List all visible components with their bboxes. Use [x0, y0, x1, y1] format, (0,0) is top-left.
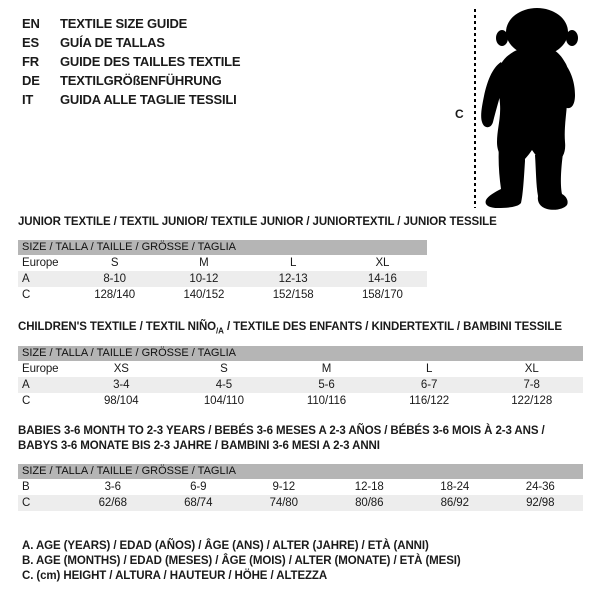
- table-cell: 110/116: [306, 395, 347, 407]
- table-row-height: [18, 495, 583, 511]
- language-code: ES: [22, 35, 39, 50]
- babies-title-line2: BABYS 3-6 MONATE BIS 2-3 JAHRE / BAMBINI 3-6 MESI A 2-3 ANNI: [18, 440, 380, 452]
- legend-notes: [22, 539, 461, 584]
- table-cell: 74/80: [269, 497, 298, 509]
- language-code: EN: [22, 16, 40, 31]
- table-cell: 14-16: [367, 273, 397, 285]
- note-c-height: C. (cm) HEIGHT / ALTURA / HAUTEUR / HÖHE / ALTEZZA: [22, 570, 328, 582]
- size-header-bar: SIZE / TALLA / TAILLE / GRÖSSE / TAGLIA: [18, 464, 583, 479]
- table-cell: 116/122: [409, 395, 450, 407]
- table-cell: 128/140: [94, 289, 136, 301]
- junior-table-title: JUNIOR TEXTILE / TEXTIL JUNIOR/ TEXTILE JUNIOR / JUNIORTEXTIL / JUNIOR TESSILE: [18, 216, 497, 228]
- babies-size-table: [18, 464, 583, 511]
- table-cell: 8-10: [103, 273, 126, 285]
- language-name: GUIDA ALLE TAGLIE TESSILI: [60, 92, 237, 107]
- table-cell: 62/68: [98, 497, 127, 509]
- children-title-post: / TEXTILE DES ENFANTS / KINDERTEXTIL / BAMBINI TESSILE: [223, 321, 562, 333]
- table-row-height: [18, 287, 427, 303]
- language-row-de: [22, 71, 240, 90]
- table-cell: Europe: [22, 363, 59, 375]
- children-title-sub: /A: [216, 326, 224, 336]
- size-header-bar: SIZE / TALLA / TAILLE / GRÖSSE / TAGLIA: [18, 346, 583, 361]
- table-cell: A: [22, 273, 30, 285]
- language-code: IT: [22, 92, 34, 107]
- children-table-title: [18, 320, 562, 338]
- table-cell: 6-9: [190, 481, 207, 493]
- baby-silhouette-icon: [475, 5, 595, 215]
- language-row-en: [22, 14, 240, 33]
- table-cell: 7-8: [523, 379, 540, 391]
- table-cell: XL: [524, 363, 539, 375]
- table-cell: B: [22, 481, 30, 493]
- table-row-europe: [18, 255, 427, 271]
- table-cell: 6-7: [420, 379, 438, 391]
- table-row-height: [18, 393, 583, 409]
- language-name: TEXTILE SIZE GUIDE: [60, 16, 188, 31]
- table-cell: 140/152: [183, 289, 225, 301]
- table-cell: 68/74: [184, 497, 213, 509]
- table-cell: 18-24: [440, 481, 470, 493]
- table-cell: 158/170: [361, 289, 403, 301]
- table-cell: 122/128: [511, 395, 553, 407]
- table-cell: 12-18: [354, 481, 384, 493]
- table-cell: 4-5: [215, 379, 233, 391]
- table-row-age: [18, 377, 583, 393]
- language-name: TEXTILGRÖßENFÜHRUNG: [60, 73, 222, 88]
- language-name: GUÍA DE TALLAS: [60, 35, 165, 50]
- table-row-europe: [18, 361, 583, 377]
- table-cell: A: [22, 379, 30, 391]
- table-cell: 9-12: [272, 481, 296, 493]
- table-cell: C: [22, 497, 31, 509]
- table-cell: 104/110: [203, 395, 244, 407]
- language-row-it: [22, 90, 240, 109]
- table-cell: 5-6: [318, 379, 335, 391]
- table-row-age-months: [18, 479, 583, 495]
- junior-size-table: [18, 240, 427, 303]
- table-cell: L: [289, 257, 297, 269]
- language-row-fr: [22, 52, 240, 71]
- language-code: FR: [22, 54, 39, 69]
- table-cell: 86/92: [440, 497, 469, 509]
- table-cell: 12-13: [278, 273, 308, 285]
- language-code: DE: [22, 73, 40, 88]
- table-cell: XS: [113, 363, 129, 375]
- language-row-es: [22, 33, 240, 52]
- table-cell: 10-12: [189, 273, 219, 285]
- table-cell: S: [220, 363, 228, 375]
- babies-table-title: [18, 424, 545, 454]
- table-cell: XL: [375, 257, 390, 269]
- table-cell: 24-36: [525, 481, 555, 493]
- babies-title-line1: BABIES 3-6 MONTH TO 2-3 YEARS / BEBÉS 3-6 MESES A 2-3 AÑOS / BÉBÉS 3-6 MOIS À 2-3 ANS /: [18, 425, 545, 437]
- table-cell: L: [425, 363, 433, 375]
- children-title-pre: CHILDREN'S TEXTILE / TEXTIL NIÑO: [18, 321, 217, 333]
- table-cell: 3-4: [113, 379, 130, 391]
- table-cell: S: [110, 257, 119, 269]
- table-cell: M: [199, 257, 209, 269]
- table-cell: Europe: [22, 257, 59, 269]
- table-cell: M: [321, 363, 332, 375]
- height-measure-label: C: [455, 107, 464, 121]
- language-list: [22, 14, 240, 109]
- table-cell: C: [22, 289, 31, 301]
- table-cell: C: [22, 395, 31, 407]
- children-size-table: [18, 346, 583, 409]
- table-row-age: [18, 271, 427, 287]
- table-cell: 92/98: [526, 497, 555, 509]
- note-b-age-months: B. AGE (MONTHS) / EDAD (MESES) / ÂGE (MOIS) / ALTER (MONATE) / ETÀ (MESI): [22, 555, 461, 567]
- table-cell: 152/158: [272, 289, 314, 301]
- table-cell: 3-6: [104, 481, 121, 493]
- size-header-bar: SIZE / TALLA / TAILLE / GRÖSSE / TAGLIA: [18, 240, 427, 255]
- table-cell: 80/86: [355, 497, 384, 509]
- table-cell: 98/104: [104, 395, 139, 407]
- note-a-age-years: A. AGE (YEARS) / EDAD (AÑOS) / ÂGE (ANS) / ALTER (JAHRE) / ETÀ (ANNI): [22, 540, 429, 552]
- language-name: GUIDE DES TAILLES TEXTILE: [60, 54, 241, 69]
